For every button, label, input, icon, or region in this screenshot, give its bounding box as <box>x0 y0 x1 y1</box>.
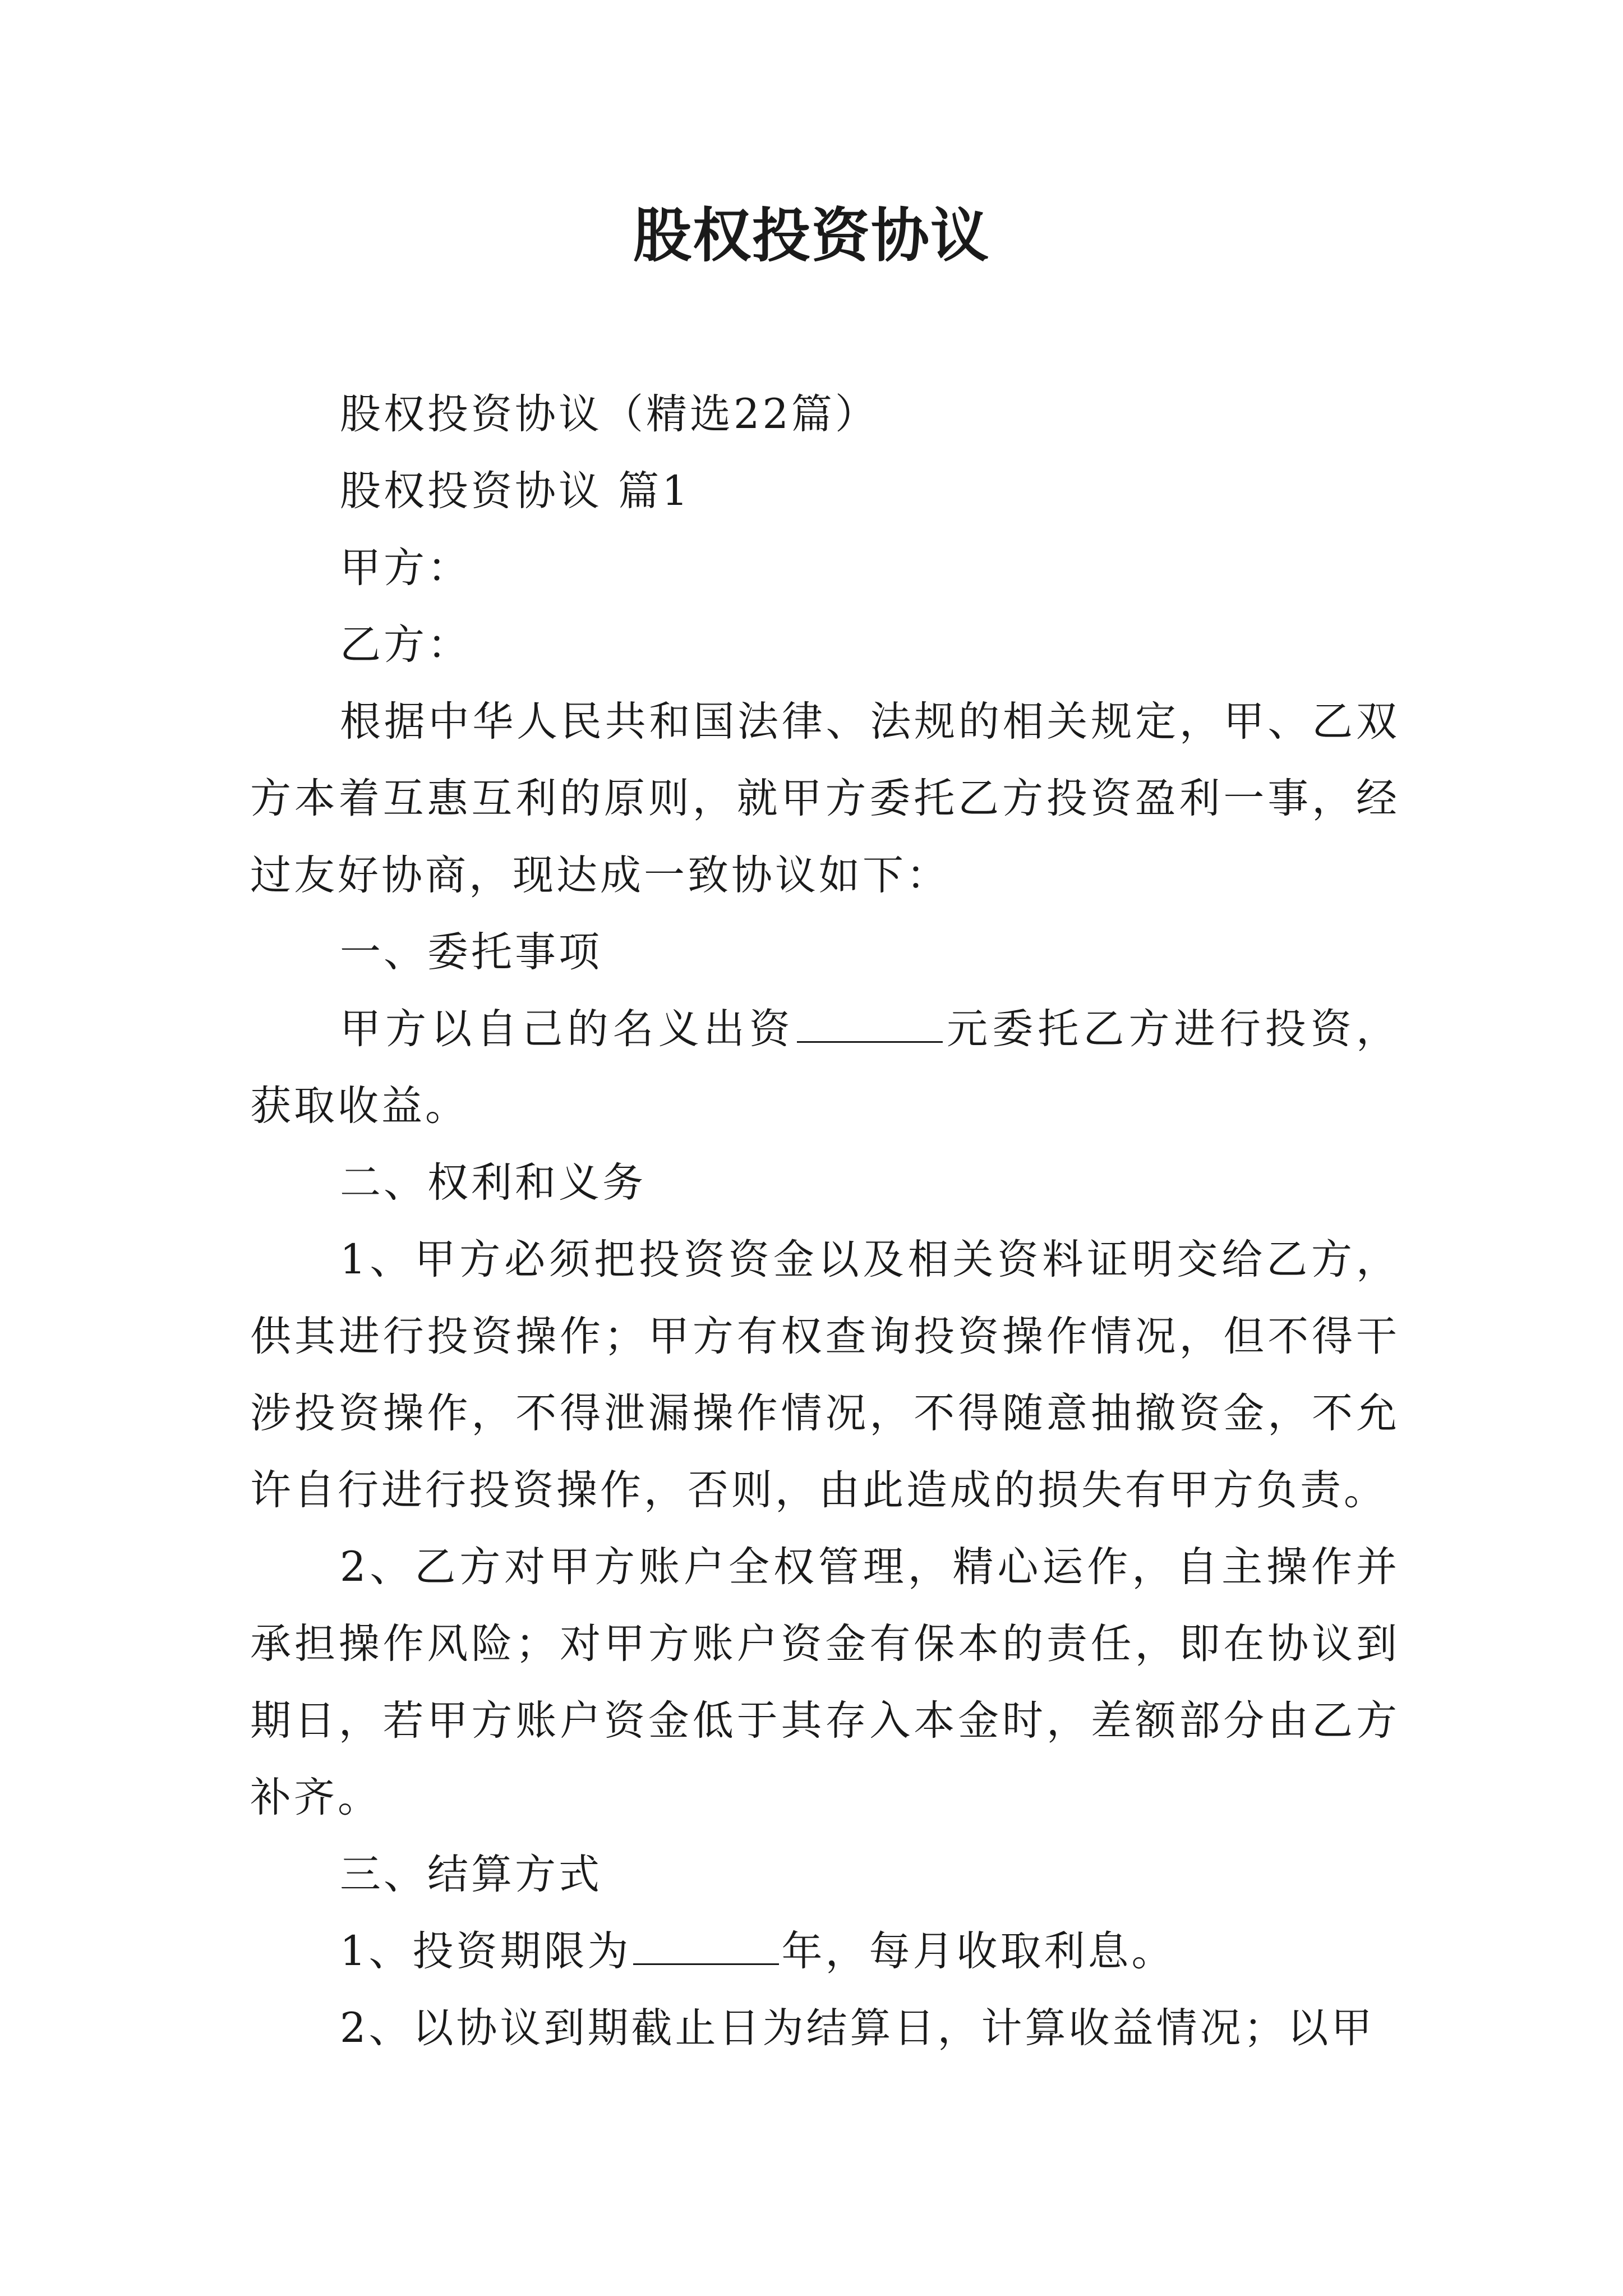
document-title: 股权投资协议 <box>633 201 990 270</box>
paragraph-clause-2-1: 1、甲方必须把投资资金以及相关资料证明交给乙方，供其进行投资操作；甲方有权查询投资操作情况，但不得干涉投资操作，不得泄漏操作情况，不得随意抽撤资金，不允许自行进行投资操作，否则，由此造成的损失有甲方负责。 <box>250 1236 1400 1514</box>
amount-blank <box>797 1003 943 1043</box>
text-before-blank: 1、投资期限为 <box>340 1927 631 1975</box>
paragraph-chapter-heading: 股权投资协议 篇1 <box>340 467 691 515</box>
section-heading-entrusted-matters: 一、委托事项 <box>340 928 602 976</box>
paragraph-investment-amount <box>250 991 1400 1144</box>
paragraph-clause-2-2: 2、乙方对甲方账户全权管理，精心运作，自主操作并承担操作风险；对甲方账户资金有保本的责任，即在协议到期日，若甲方账户资金低于其存入本金时，差额部分由乙方补齐。 <box>250 1543 1400 1821</box>
document-body <box>250 376 1400 2067</box>
text-after-blank: 年，每月收取利息。 <box>781 1927 1175 1975</box>
paragraph-party-a: 甲方： <box>340 544 471 592</box>
term-blank <box>633 1925 779 1965</box>
section-heading-rights-obligations: 二、权利和义务 <box>340 1159 646 1207</box>
text-after-blank: 元委托乙方进行投资，获取收益。 <box>250 1005 1400 1130</box>
paragraph-subtitle: 股权投资协议（精选22篇） <box>340 390 879 438</box>
section-heading-settlement: 三、结算方式 <box>340 1851 602 1898</box>
paragraph-clause-3-1 <box>250 1913 1400 1990</box>
paragraph-clause-3-2: 2、以协议到期截止日为结算日，计算收益情况；以甲 <box>340 2004 1375 2052</box>
text-before-blank: 甲方以自己的名义出资 <box>340 1005 795 1053</box>
paragraph-preamble: 根据中华人民共和国法律、法规的相关规定，甲、乙双方本着互惠互利的原则，就甲方委托乙方投资盈利一事，经过友好协商，现达成一致协议如下： <box>250 698 1400 899</box>
paragraph-party-b: 乙方： <box>340 621 471 669</box>
